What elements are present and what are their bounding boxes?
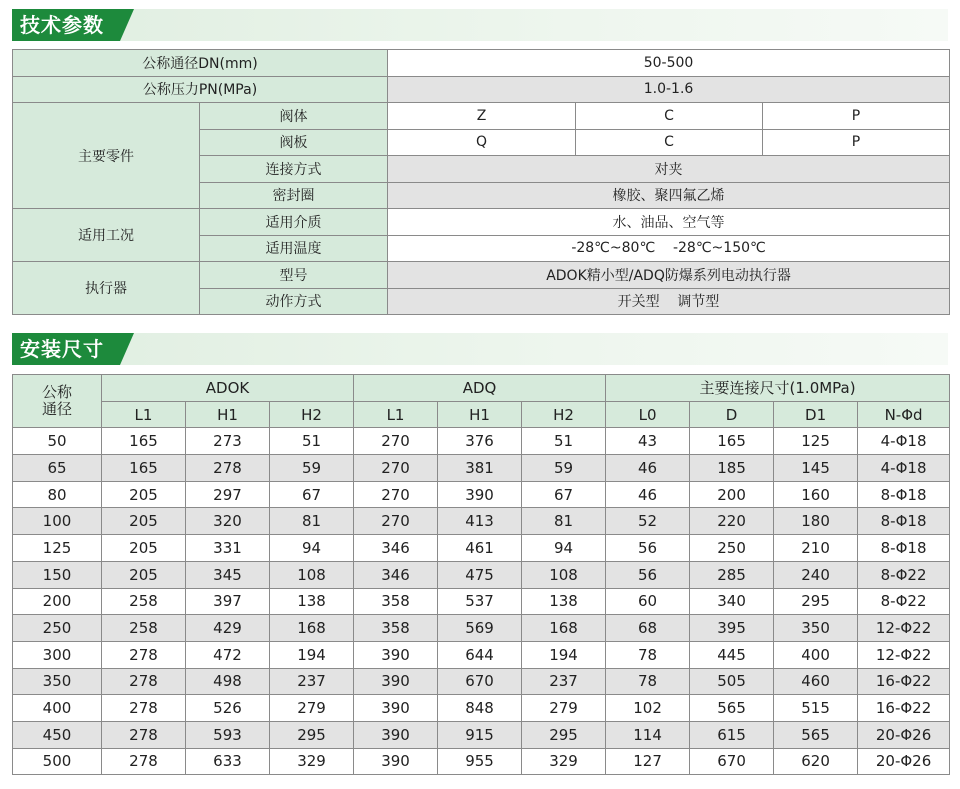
table-cell: 56 [606, 535, 690, 562]
sub-header-cell: H2 [522, 401, 606, 428]
table-cell: 205 [102, 535, 186, 562]
install-dims-title: 安装尺寸 [12, 333, 120, 365]
table-cell: 615 [690, 721, 774, 748]
sub-header-cell: H1 [186, 401, 270, 428]
table-cell: 397 [186, 588, 270, 615]
model-label: 型号 [200, 262, 388, 289]
table-cell: 165 [102, 455, 186, 482]
table-cell: 285 [690, 561, 774, 588]
table-cell: 505 [690, 668, 774, 695]
table-cell: 279 [270, 695, 354, 722]
table-row [13, 695, 950, 722]
disc-label: 阀板 [200, 129, 388, 156]
table-cell: 278 [102, 721, 186, 748]
table-cell: 346 [354, 535, 438, 562]
table-cell: 565 [690, 695, 774, 722]
table-cell: 240 [774, 561, 858, 588]
actuator-label: 执行器 [13, 262, 200, 315]
seal-value: 橡胶、聚四氟乙烯 [388, 182, 950, 209]
table-cell: 390 [354, 668, 438, 695]
table-cell: 46 [606, 455, 690, 482]
body-value-2: C [576, 103, 763, 130]
table-cell: 200 [690, 481, 774, 508]
body-label: 阀体 [200, 103, 388, 130]
dn-cell: 400 [13, 695, 102, 722]
table-cell: 270 [354, 455, 438, 482]
dn-header [13, 375, 102, 428]
table-cell: 108 [522, 561, 606, 588]
table-row [13, 455, 950, 482]
table-cell: 915 [438, 721, 522, 748]
table-cell: 390 [354, 748, 438, 775]
sub-header-cell: D1 [774, 401, 858, 428]
table-cell: 278 [102, 668, 186, 695]
table-cell: 94 [522, 535, 606, 562]
table-cell: 320 [186, 508, 270, 535]
table-cell: 620 [774, 748, 858, 775]
table-cell: 297 [186, 481, 270, 508]
table-cell: 537 [438, 588, 522, 615]
table-cell: 345 [186, 561, 270, 588]
sub-header-cell: H1 [438, 401, 522, 428]
table-cell: 59 [522, 455, 606, 482]
table-cell: 670 [690, 748, 774, 775]
table-cell: 102 [606, 695, 690, 722]
tech-params-table [12, 49, 950, 315]
table-cell: 461 [438, 535, 522, 562]
table-cell: 258 [102, 588, 186, 615]
table-cell: 165 [102, 428, 186, 455]
table-cell: 295 [774, 588, 858, 615]
table-cell: 279 [522, 695, 606, 722]
table-cell: 472 [186, 641, 270, 668]
table-cell: 395 [690, 615, 774, 642]
table-cell: 515 [774, 695, 858, 722]
sub-header-cell: L1 [354, 401, 438, 428]
table-cell: 78 [606, 668, 690, 695]
table-cell: 955 [438, 748, 522, 775]
table-cell: 390 [354, 721, 438, 748]
table-cell: 43 [606, 428, 690, 455]
table-cell: 381 [438, 455, 522, 482]
medium-label: 适用介质 [200, 209, 388, 236]
disc-value-2: C [576, 129, 763, 156]
table-cell: 165 [690, 428, 774, 455]
table-cell: 350 [774, 615, 858, 642]
table-cell: 644 [438, 641, 522, 668]
table-cell: 56 [606, 561, 690, 588]
body-value-3: P [763, 103, 950, 130]
table-cell: 329 [270, 748, 354, 775]
table-cell: 168 [522, 615, 606, 642]
table-cell: 4-Φ18 [858, 455, 950, 482]
table-cell: 59 [270, 455, 354, 482]
sub-header-row [13, 401, 950, 428]
nominal-dn-label: 公称通径DN(mm) [13, 50, 388, 77]
dn-cell: 100 [13, 508, 102, 535]
table-cell: 8-Φ18 [858, 481, 950, 508]
table-cell: 460 [774, 668, 858, 695]
install-dims-header [12, 333, 948, 365]
table-cell: 68 [606, 615, 690, 642]
table-row [13, 748, 950, 775]
group-adq-header: ADQ [354, 375, 606, 402]
table-cell: 475 [438, 561, 522, 588]
group-adok-header: ADOK [102, 375, 354, 402]
table-row [13, 641, 950, 668]
table-cell: 295 [270, 721, 354, 748]
table-row [13, 481, 950, 508]
table-cell: 4-Φ18 [858, 428, 950, 455]
table-cell: 20-Φ26 [858, 748, 950, 775]
table-cell: 67 [522, 481, 606, 508]
table-row [13, 721, 950, 748]
table-cell: 258 [102, 615, 186, 642]
dn-cell: 125 [13, 535, 102, 562]
table-cell: 210 [774, 535, 858, 562]
table-cell: 569 [438, 615, 522, 642]
table-cell: 8-Φ18 [858, 508, 950, 535]
table-cell: 278 [102, 641, 186, 668]
table-cell: 445 [690, 641, 774, 668]
table-cell: 270 [354, 508, 438, 535]
dn-header-line1: 公称 [41, 383, 72, 402]
table-cell: 593 [186, 721, 270, 748]
table-cell: 358 [354, 615, 438, 642]
table-cell: 8-Φ22 [858, 588, 950, 615]
table-row [13, 668, 950, 695]
table-cell: 278 [102, 695, 186, 722]
temp-value: -28℃~80℃ -28℃~150℃ [388, 235, 950, 262]
table-cell: 250 [690, 535, 774, 562]
table-cell: 329 [522, 748, 606, 775]
nominal-pn-value: 1.0-1.6 [388, 76, 950, 103]
table-cell: 340 [690, 588, 774, 615]
table-cell: 413 [438, 508, 522, 535]
conditions-label: 适用工况 [13, 209, 200, 262]
table-cell: 60 [606, 588, 690, 615]
table-cell: 670 [438, 668, 522, 695]
table-cell: 46 [606, 481, 690, 508]
sub-header-cell: D [690, 401, 774, 428]
main-parts-label: 主要零件 [13, 103, 200, 209]
table-cell: 278 [102, 748, 186, 775]
sub-header-cell: L0 [606, 401, 690, 428]
table-cell: 526 [186, 695, 270, 722]
table-cell: 138 [270, 588, 354, 615]
table-cell: 81 [270, 508, 354, 535]
seal-label: 密封圈 [200, 182, 388, 209]
dims-body [13, 428, 950, 775]
table-cell: 16-Φ22 [858, 668, 950, 695]
dn-cell: 250 [13, 615, 102, 642]
table-cell: 331 [186, 535, 270, 562]
table-cell: 273 [186, 428, 270, 455]
table-cell: 81 [522, 508, 606, 535]
temp-label: 适用温度 [200, 235, 388, 262]
tech-params-header [12, 9, 948, 41]
table-cell: 270 [354, 428, 438, 455]
table-cell: 270 [354, 481, 438, 508]
table-cell: 358 [354, 588, 438, 615]
table-cell: 346 [354, 561, 438, 588]
connection-label: 连接方式 [200, 156, 388, 183]
table-cell: 185 [690, 455, 774, 482]
table-cell: 390 [438, 481, 522, 508]
table-row [13, 561, 950, 588]
sub-header-cell: H2 [270, 401, 354, 428]
connection-value: 对夹 [388, 156, 950, 183]
dn-cell: 500 [13, 748, 102, 775]
tech-params-title: 技术参数 [12, 9, 120, 41]
table-cell: 194 [522, 641, 606, 668]
sub-header-cell: N-Φd [858, 401, 950, 428]
table-cell: 295 [522, 721, 606, 748]
group-conn-header: 主要连接尺寸(1.0MPa) [606, 375, 950, 402]
model-value: ADOK精小型/ADQ防爆系列电动执行器 [388, 262, 950, 289]
table-row [13, 615, 950, 642]
dn-cell: 200 [13, 588, 102, 615]
dn-cell: 65 [13, 455, 102, 482]
table-cell: 67 [270, 481, 354, 508]
table-cell: 205 [102, 561, 186, 588]
table-cell: 205 [102, 481, 186, 508]
table-cell: 12-Φ22 [858, 641, 950, 668]
table-cell: 220 [690, 508, 774, 535]
table-cell: 78 [606, 641, 690, 668]
table-row [13, 508, 950, 535]
table-cell: 194 [270, 641, 354, 668]
install-dims-table [12, 374, 950, 775]
dn-cell: 50 [13, 428, 102, 455]
table-cell: 160 [774, 481, 858, 508]
table-cell: 237 [270, 668, 354, 695]
table-cell: 565 [774, 721, 858, 748]
table-cell: 125 [774, 428, 858, 455]
table-cell: 633 [186, 748, 270, 775]
table-cell: 390 [354, 641, 438, 668]
table-cell: 127 [606, 748, 690, 775]
disc-value-3: P [763, 129, 950, 156]
action-label: 动作方式 [200, 288, 388, 315]
dn-cell: 300 [13, 641, 102, 668]
table-cell: 205 [102, 508, 186, 535]
dn-cell: 450 [13, 721, 102, 748]
nominal-dn-value: 50-500 [388, 50, 950, 77]
sub-header-cell: L1 [102, 401, 186, 428]
table-cell: 848 [438, 695, 522, 722]
table-cell: 52 [606, 508, 690, 535]
table-cell: 51 [522, 428, 606, 455]
table-cell: 20-Φ26 [858, 721, 950, 748]
dn-cell: 80 [13, 481, 102, 508]
table-cell: 376 [438, 428, 522, 455]
table-row [13, 588, 950, 615]
body-value-1: Z [388, 103, 576, 130]
table-cell: 180 [774, 508, 858, 535]
table-cell: 114 [606, 721, 690, 748]
table-cell: 108 [270, 561, 354, 588]
table-cell: 498 [186, 668, 270, 695]
table-cell: 8-Φ18 [858, 535, 950, 562]
table-cell: 8-Φ22 [858, 561, 950, 588]
table-cell: 390 [354, 695, 438, 722]
table-cell: 145 [774, 455, 858, 482]
table-cell: 400 [774, 641, 858, 668]
table-cell: 237 [522, 668, 606, 695]
table-cell: 429 [186, 615, 270, 642]
table-cell: 51 [270, 428, 354, 455]
table-row [13, 428, 950, 455]
medium-value: 水、油品、空气等 [388, 209, 950, 236]
table-cell: 94 [270, 535, 354, 562]
table-row [13, 535, 950, 562]
dn-cell: 350 [13, 668, 102, 695]
table-cell: 168 [270, 615, 354, 642]
table-cell: 12-Φ22 [858, 615, 950, 642]
table-cell: 16-Φ22 [858, 695, 950, 722]
disc-value-1: Q [388, 129, 576, 156]
dn-cell: 150 [13, 561, 102, 588]
table-cell: 138 [522, 588, 606, 615]
dn-header-line2: 通径 [41, 400, 72, 419]
table-cell: 278 [186, 455, 270, 482]
action-value: 开关型 调节型 [388, 288, 950, 315]
nominal-pn-label: 公称压力PN(MPa) [13, 76, 388, 103]
